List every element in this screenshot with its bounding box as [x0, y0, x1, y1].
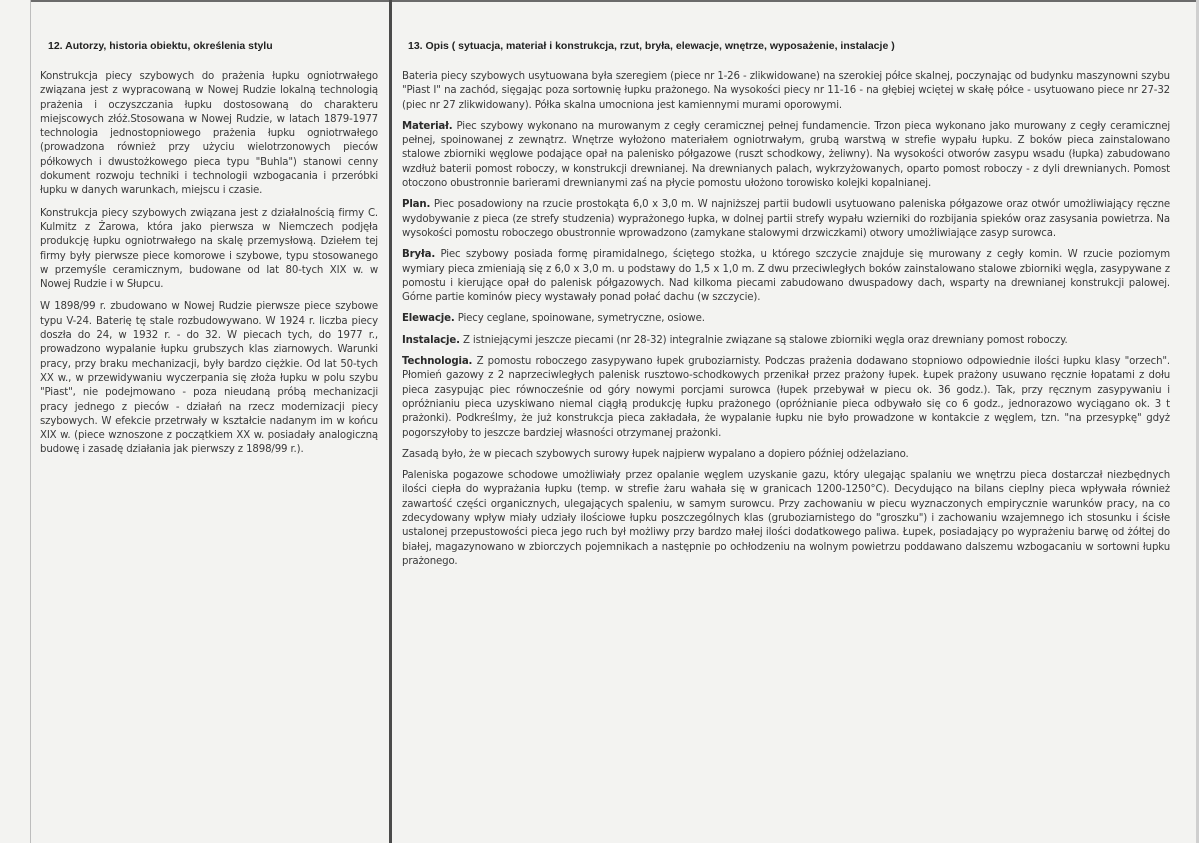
technologia-label: Technologia.: [402, 356, 473, 368]
elewacje-text: Piecy ceglane, spoinowane, symetryczne, osiowe.: [457, 313, 705, 325]
material-paragraph: [402, 120, 1170, 191]
section-12-heading: 12. Autorzy, historia obiektu, określenia stylu: [48, 40, 273, 52]
plan-text: Piec posadowiony na rzucie prostokąta 6,0 x 3,0 m. W najniższej partii budowli usytuowano paleniska półgazowe oraz otwór umożliwiający ręczne wydobywanie z pieca (ze strefy studzenia) wyprażonego łupka, w dolnej partii strefy wypału wzierniki do rozbijania spieków oraz zasysania powietrza. Na wysokości pomostu roboczego obustronnie wprowadzono (zamykane stalowymi drzwiczkami) otwory umożliwiające zasyp surowca.: [402, 199, 1171, 239]
material-text: Piec szybowy wykonano na murowanym z cegły ceramicznej pełnej fundamencie. Trzon pieca wykonano jako murowany z cegły ceramicznej pełnej, spoinowanej z zewnątrz. Wnętrze wyłożono materiałem ogniotrwałym, grubą warstwą w strefie wypału łupku. Z boków pieca zainstalowano stalowe zbiorniki węglowe podające opał na palenisko półgazowe (ruszt schodkowy, żeliwny). Na wysokości otworów zasypu wsadu (łupka) zabudowano wzdłuż baterii pomost roboczy, w konstrukcji drewnianej. Na drewnianych palach, wykrzyżowanych, oparto pomost roboczy - z dyli drewnianych. Pomost otoczono obustronnie barierami drewnianymi zaś na płycie pomostu ułożono torowisko kolejki kopalnianej.: [402, 120, 1170, 190]
left-column: [40, 38, 378, 466]
right-column: [402, 38, 1170, 576]
plan-paragraph: [402, 198, 1170, 241]
zasada-paragraph: Zasadą było, że w piecach szybowych surowy łupek najpierw wypalano a dopiero później odżelaziano.: [402, 448, 909, 460]
intro-paragraph: Bateria piecy szybowych usytuowana była szeregiem (piece nr 1-26 - zlikwidowane) na szerokiej półce skalnej, poczynając od budynku maszynowni szybu "Piast I" na zachód, sięgając poza sortownię łupku prażonego. Na wysokości piecy nr 11-16 - na głębiej wciętej w skałę półce - usytuowano piece nr 27-32 (piec nr 27 zlikwidowany). Półka skalna umocniona jest kamiennymi murami oporowymi.: [402, 71, 1170, 111]
elewacje-label: Elewacje.: [402, 313, 455, 325]
column-divider: [389, 0, 392, 843]
plan-label: Plan.: [402, 199, 431, 211]
bryla-text: Piec szybowy posiada formę piramidalnego, ściętego stożka, u którego szczycie znajduje się murowany z cegły komin. W rzucie poziomym wymiary pieca zmieniają się z 6,0 x 3,0 m. u podstawy do 1,5 x 1,0 m. Z dwu przeciwległych boków zainstalowano stalowe zbiorniki węgla, zasypywane z pomostu i kierujące opał do palenisk półgazowych. Nad kilkoma piecami zabudowano dwuspadowy dach, wsparty na drewnianej konstrukcji palowej. Górne partie kominów piecy wystawały ponad połać dachu (w szczycie).: [402, 249, 1170, 304]
elewacje-paragraph: [402, 312, 1170, 326]
bryla-label: Bryła.: [402, 249, 436, 261]
instalacje-paragraph: [402, 334, 1170, 348]
material-label: Materiał.: [402, 120, 453, 132]
section-13-heading: 13. Opis ( sytuacja, materiał i konstrukcja, rzut, bryła, elewacje, wnętrze, wyposażenie, instalacje ): [408, 40, 895, 52]
history-paragraph-1: Konstrukcja piecy szybowych do prażenia łupku ogniotrwałego związana jest z wypracowaną w Nowej Rudzie lokalną technologią prażenia i oczyszczania łupku dostosowaną do charakteru miejscowych złóż.Stosowana w Nowej Rudzie, w latach 1879-1977 technologia jednostopniowego prażenia łupku ogniotrwałego (prowadzona również przy użyciu wielotrzonowych pieców półkowych i dwustożkowego pieca typu "Buhla") stanowi cenny dokument rozwoju techniki i technologii wzbogacania i przeróbki łupku w danych warunkach, miejscu i czasie.: [40, 71, 378, 197]
history-paragraph-2: Konstrukcja piecy szybowych związana jest z działalnością firmy C. Kulmitz z Żarowa, która jako pierwsza w Niemczech podjęła produkcję łupku ogniotrwałego na skalę przemysłową. Dziełem tej firmy były pierwsze piece komorowe i szybowe, typu stosowanego w przemyśle ceramicznym, budowane od lat 80-tych XIX w. w Nowej Rudzie i w Słupcu.: [40, 207, 378, 291]
frame-left-border: [30, 0, 31, 843]
bryla-paragraph: [402, 248, 1170, 305]
instalacje-text: Z istniejącymi jeszcze piecami (nr 28-32) integralnie związane są stalowe zbiorniki węgla oraz drewniany pomost roboczy.: [462, 334, 1068, 346]
paleniska-paragraph: Paleniska pogazowe schodowe umożliwiały przez opalanie węglem uzyskanie gazu, który ulegając spalaniu we wnętrzu pieca dostarczał niezbędnych ilości ciepła do wyprażania łupku (temp. w strefie żaru wahała się w granicach 1200-1250°C). Decydująco na bilans cieplny pieca wpływała również zawartość części organicznych, ulegających spaleniu, w samym surowcu. Przy zachowaniu w piecu wyznaczonych empirycznie warunków pracy, na co zdecydowany wpływ miały udziały ilościowe łupku poszczególnych klas (gruboziarnistego do "groszku") i zachowaniu wzajemnego ich stosunku i ścisłe ustalonej przepustowości pieca jego ruch był możliwy przy bardzo małej ilości dodatkowego paliwa. Łupek, posiadający po wyprażeniu barwę od żółtej do białej, magazynowano w zbiorczych pojemnikach a następnie po ochłodzeniu na wolnym powietrzu poddawano dalszemu wzbogacaniu w sortowni łupku prażonego.: [402, 470, 1170, 567]
technologia-text: Z pomostu roboczego zasypywano łupek gruboziarnisty. Podczas prażenia dodawano stopniowo odpowiednie ilości łupku klasy "orzech". Płomień gazowy z 2 naprzeciwległych palenisk rusztowo-schodkowych przenikał przez prażony łupek. Łupek prażony usuwano ręcznie łopatami z dołu pieca zasypując piec równocześnie od góry nowymi porcjami surowca (łupek przebywał w piecu ok. 36 godz.). Tak, przy ręcznym zasypywaniu i opróżnianiu pieca uzyskiwano niemal ciągłą produkcję łupku prażonego (opróżnianie pieca odbywało się co 6 godz., jednorazowo wyciągano ok. 3 t prażonki). Podkreślmy, że już konstrukcja pieca zakładała, że wypalanie łupku nie było prowadzone w kontakcie z węglem, tzn. "na przesypkę" gdyż pogorszyłoby to jeszcze bardziej własności otrzymanej prażonki.: [402, 356, 1170, 439]
technologia-paragraph: [402, 355, 1170, 441]
instalacje-label: Instalacje.: [402, 334, 460, 346]
frame-top-border: [30, 0, 1199, 2]
history-paragraph-3: W 1898/99 r. zbudowano w Nowej Rudzie pierwsze piece szybowe typu V-24. Baterię tę stale rozbudowywano. W 1924 r. liczba piecy doszła do 24, w 1932 r. - do 32. W piecach tych, do 1977 r., prowadzono wypalanie łupku grubszych klas ziarnowych. Warunki pracy, przy braku mechanizacji, były bardzo ciężkie. Od lat 50-tych XX w., w przewidywaniu wyczerpania się złoża łupku w polu szybu "Piast", nie podejmowano - poza nieudaną próbą mechanizacji pracy jednego z pieców - działań na rzecz modernizacji piecy szybowych. W efekcie przetrwały w kształcie nadanym im w końcu XIX w. (piece wznoszone z początkiem XX w. posiadały analogiczną budowę i zasadę działania jak pierwszy z 1898/99 r.).: [40, 301, 378, 456]
